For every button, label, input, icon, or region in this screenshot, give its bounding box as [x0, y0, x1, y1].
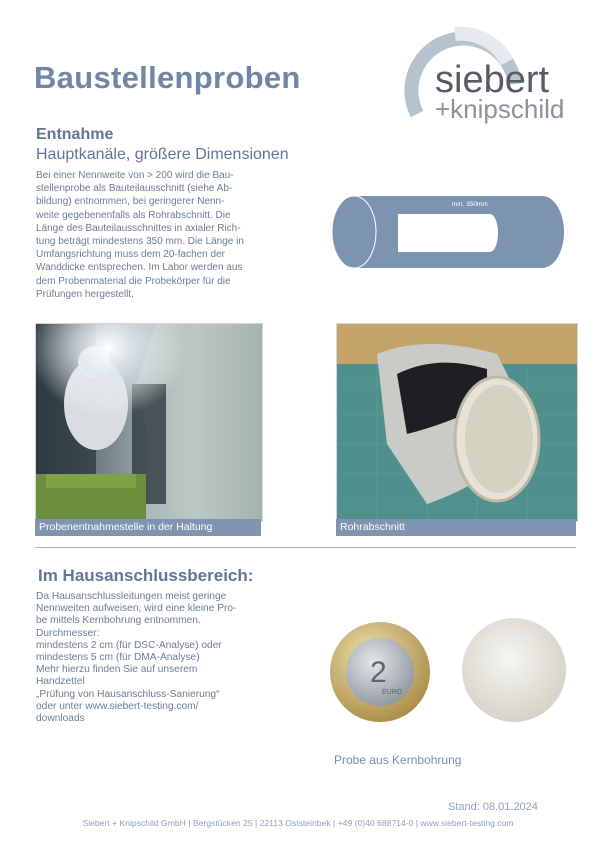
hausanschluss-paragraph: [36, 591, 276, 725]
logo-siebert: siebert: [435, 59, 550, 101]
entnahme-paragraph: [36, 169, 294, 301]
text-line: oder unter www.siebert-testing.com/: [36, 700, 199, 712]
text-line: be mittels Kernbohrung entnommen.: [36, 615, 201, 627]
coin-text: EURO: [382, 689, 403, 696]
coin-value: 2: [370, 656, 387, 689]
text-line: Mehr hierzu finden Sie auf unserem: [36, 664, 198, 676]
section-subheading: Hauptkanäle, größere Dimensionen: [36, 146, 289, 163]
text-line: Umfangsrichtung muss dem 20-fachen der: [36, 249, 225, 261]
sewer-worker-image: [36, 324, 262, 521]
text-line: tung beträgt mindestens 350 mm. Die Länge in: [36, 236, 244, 248]
core-sample-caption: Probe aus Kernbohrung: [334, 753, 462, 767]
text-line: downloads: [36, 713, 85, 725]
logo-knipschild: +knipschild: [435, 94, 565, 124]
cutout-label-3: Wanddicke: [400, 238, 430, 244]
left-photo-caption: Probenentnahmestelle in der Haltung: [35, 519, 261, 536]
pipe-section-image: [337, 324, 577, 521]
text-line: mindestens 5 cm (für DMA-Analyse): [36, 652, 200, 664]
text-line: Länge des Bauteilausschnittes in axialer Rich-: [36, 222, 241, 234]
text-line: Handzettel: [36, 676, 85, 688]
text-line: „Prüfung von Hausanschluss-Sanierung“: [36, 688, 220, 700]
core-sample-disc: [462, 618, 566, 722]
text-line: Wanddicke entsprechen. Im Labor werden aus: [36, 262, 243, 274]
text-line: weite gegebenenfalls als Rohrabschnitt. Die: [36, 209, 231, 221]
date-stamp: Stand: 08.01.2024: [448, 801, 538, 813]
section-divider: [35, 547, 576, 548]
section-heading-hausanschluss: Im Hausanschlussbereich:: [38, 566, 254, 585]
cutout-label-2: der: [400, 229, 409, 235]
section-heading-entnahme: Entnahme: [36, 126, 114, 143]
length-label: min. 350mm: [452, 201, 488, 208]
text-line: Bei einer Nennweite von > 200 wird die Bau-: [36, 170, 234, 181]
text-line: Durchmesser:: [36, 627, 100, 639]
cutout-label-1: 20-fache: [400, 220, 424, 226]
text-line: stellenprobe als Bauteilausschnitt (siehe Ab-: [36, 183, 233, 195]
core-sample-photo: [326, 614, 576, 732]
pipe-section-photo: [336, 323, 578, 522]
text-line: Prüfungen hergestellt.: [36, 288, 134, 300]
siebert-knipschild-logo: [395, 22, 585, 132]
text-line: mindestens 2 cm (für DSC-Analyse) oder: [36, 639, 222, 651]
text-line: Da Hausanschlussleitungen meist geringe: [36, 591, 227, 602]
footer-address: Siebert + Knipschild GmbH | Bergstücken 25 | 22113 Oststeinbek | +49 (0)40 688714-0 | www.siebert-testing.com: [82, 818, 514, 828]
pipe-cutout-diagram: [330, 192, 572, 272]
text-line: bildung) entnommen, bei geringerer Nenn-: [36, 196, 225, 208]
text-line: Nennweiten aufweisen, wird eine kleine Pro-: [36, 603, 237, 615]
text-line: dem Probenmaterial die Probekörper für die: [36, 275, 231, 287]
sampling-site-photo: [35, 323, 263, 522]
right-photo-caption: Rohrabschnitt: [336, 519, 576, 536]
page-title: Baustellenproben: [34, 60, 301, 95]
